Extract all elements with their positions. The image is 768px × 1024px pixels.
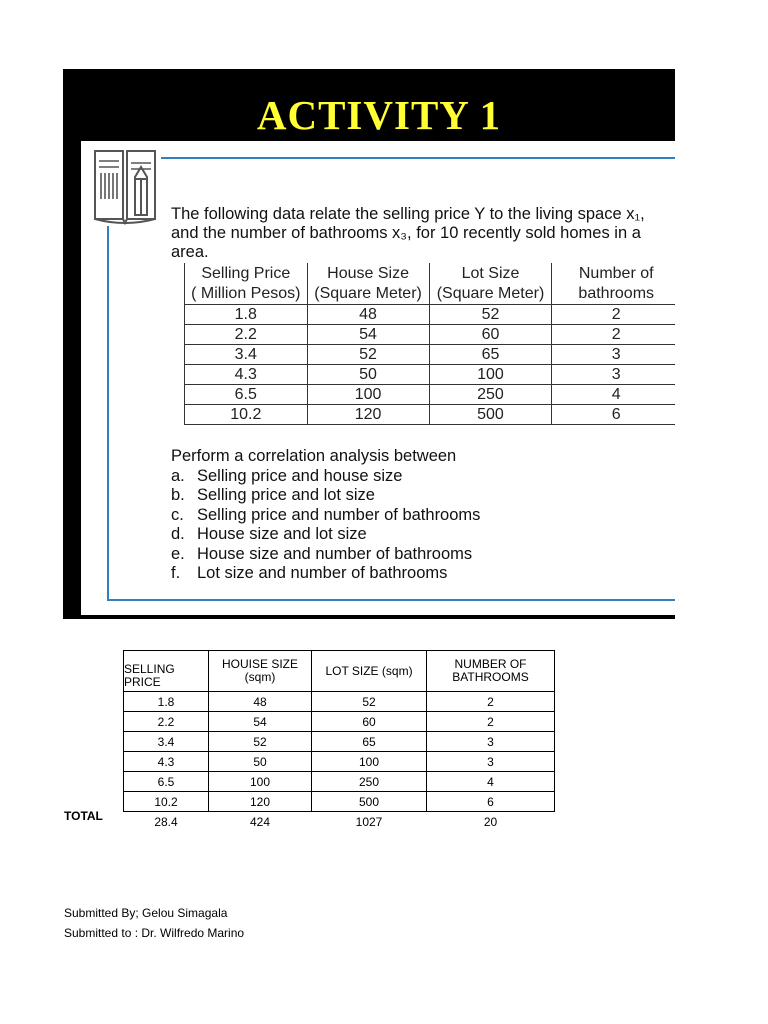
intro-text	[171, 205, 675, 262]
slide-panel	[81, 141, 675, 615]
table-header-row	[124, 651, 555, 692]
total-cell: 424	[249, 814, 271, 829]
top-rule	[161, 157, 675, 159]
header-line: NUMBER OF	[454, 657, 527, 671]
total-cell: 28.4	[154, 814, 178, 829]
total-row	[124, 812, 555, 832]
table-cell: 3	[427, 752, 555, 772]
table-cell: 52	[312, 692, 427, 712]
instructions-title: Perform a correlation analysis between	[171, 447, 457, 465]
table-row	[185, 405, 676, 425]
total-cell: 1027	[355, 814, 383, 829]
table-row	[124, 752, 555, 772]
item-text: House size and number of bathrooms	[197, 544, 473, 563]
submitted-to: Submitted to : Dr. Wilfredo Marino	[64, 926, 245, 940]
table-cell: 2	[552, 325, 675, 345]
table-cell: 54	[209, 712, 312, 732]
table-cell: 3.4	[124, 732, 209, 752]
table-cell: 2.2	[185, 325, 308, 345]
table-cell: 250	[312, 772, 427, 792]
table-cell: 50	[307, 365, 429, 385]
table-row	[124, 732, 555, 752]
item-letter: b.	[171, 486, 185, 504]
header-line: SELLING PRICE	[124, 662, 175, 689]
table-cell: 100	[307, 385, 429, 405]
intro-line: The following data relate the selling price Y to the living space x₁,	[171, 205, 645, 223]
table-cell: 65	[312, 732, 427, 752]
table-row	[185, 385, 676, 405]
table-cell: 48	[209, 692, 312, 712]
table-cell: 4.3	[185, 365, 308, 385]
header-line: LOT SIZE (sqm)	[325, 663, 413, 678]
table-cell: 3	[552, 345, 675, 365]
table-cell: 2	[552, 305, 675, 325]
table-cell: 6.5	[185, 385, 308, 405]
table-cell: 1.8	[124, 692, 209, 712]
list-item	[171, 564, 480, 584]
instructions	[171, 447, 480, 584]
header-line: HOUISE SIZE	[221, 657, 298, 671]
table-cell: 10.2	[185, 405, 308, 425]
table-cell: 52	[429, 305, 552, 325]
table-cell: 60	[429, 325, 552, 345]
table-cell: 50	[209, 752, 312, 772]
item-text: Selling price and lot size	[197, 486, 375, 504]
housing-data-table	[123, 650, 555, 831]
table-cell: 6	[427, 792, 555, 812]
table-cell: 4.3	[124, 752, 209, 772]
table-cell: 500	[312, 792, 427, 812]
table-cell: 2	[427, 692, 555, 712]
list-item	[171, 525, 480, 545]
slide-data-table	[184, 263, 675, 425]
item-letter: d.	[171, 525, 185, 543]
table-row	[185, 345, 676, 365]
table-cell: 3.4	[185, 345, 308, 365]
header-cell: House Size	[307, 263, 429, 284]
header-cell: Number of	[552, 263, 675, 284]
table-cell: 4	[427, 772, 555, 792]
header-cell: ( Million Pesos)	[185, 284, 308, 305]
table-cell: 1.8	[185, 305, 308, 325]
list-item	[171, 506, 480, 526]
intro-line: and the number of bathrooms x₃, for 10 recently sold homes in a	[171, 224, 641, 242]
table-cell: 250	[429, 385, 552, 405]
activity-slide	[63, 69, 675, 619]
table-row	[124, 792, 555, 812]
slide-table-header-row	[185, 263, 676, 284]
table-cell: 100	[209, 772, 312, 792]
item-text: Selling price and house size	[197, 466, 403, 485]
item-letter: c.	[171, 505, 184, 524]
header-line: (sqm)	[244, 670, 276, 684]
list-item	[171, 467, 480, 487]
table-cell: 4	[552, 385, 675, 405]
table-row	[124, 712, 555, 732]
header-cell: Selling Price	[185, 263, 308, 284]
table-cell: 48	[307, 305, 429, 325]
table-cell: 6	[552, 405, 675, 425]
item-letter: a.	[171, 466, 185, 485]
left-rule	[107, 226, 109, 601]
header-cell: bathrooms	[552, 284, 675, 305]
submitted-by: Submitted By; Gelou Simagala	[64, 906, 228, 920]
table-cell: 3	[552, 365, 675, 385]
list-item	[171, 545, 480, 565]
header-cell: (Square Meter)	[429, 284, 552, 305]
intro-line: area.	[171, 243, 209, 261]
table-cell: 65	[429, 345, 552, 365]
table-cell: 100	[312, 752, 427, 772]
slide-title: ACTIVITY 1	[256, 92, 502, 138]
table-cell: 500	[429, 405, 552, 425]
table-cell: 6.5	[124, 772, 209, 792]
header-cell: (Square Meter)	[307, 284, 429, 305]
table-row	[124, 772, 555, 792]
table-row	[124, 692, 555, 712]
table-row	[185, 365, 676, 385]
table-cell: 120	[307, 405, 429, 425]
table-cell: 120	[209, 792, 312, 812]
table-cell: 100	[429, 365, 552, 385]
total-cell: 20	[483, 814, 498, 829]
header-cell	[124, 651, 209, 692]
header-cell	[312, 651, 427, 692]
slide-table-header-row	[185, 284, 676, 305]
header-cell	[209, 651, 312, 692]
item-text: Selling price and number of bathrooms	[197, 505, 481, 524]
table-cell: 2.2	[124, 712, 209, 732]
item-text: Lot size and number of bathrooms	[197, 564, 448, 582]
table-cell: 3	[427, 732, 555, 752]
item-text: House size and lot size	[197, 525, 367, 543]
table-row	[185, 325, 676, 345]
item-letter: e.	[171, 544, 185, 563]
header-line: BATHROOMS	[452, 670, 529, 684]
book-pencil-icon	[91, 145, 159, 225]
bottom-rule	[107, 599, 675, 601]
table-row	[185, 305, 676, 325]
table-cell: 10.2	[124, 792, 209, 812]
table-cell: 52	[307, 345, 429, 365]
header-cell: Lot Size	[429, 263, 552, 284]
table-cell: 2	[427, 712, 555, 732]
table-cell: 60	[312, 712, 427, 732]
header-cell	[427, 651, 555, 692]
table-cell: 52	[209, 732, 312, 752]
table-cell: 54	[307, 325, 429, 345]
list-item	[171, 486, 480, 506]
item-letter: f.	[171, 564, 181, 582]
total-label: TOTAL	[64, 809, 103, 823]
